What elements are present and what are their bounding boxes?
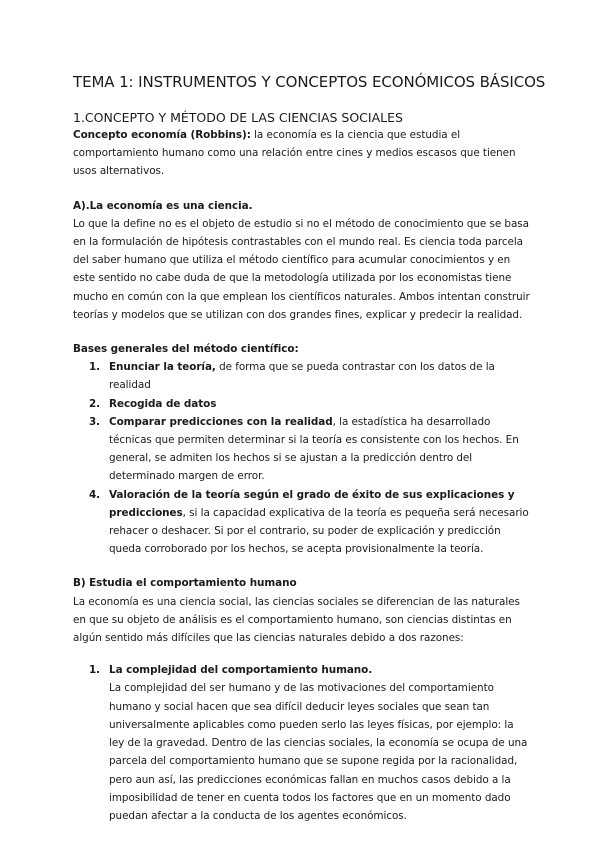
list-item: 1. Enunciar la teoría, de forma que se pueda contrastar con los datos de la realidad — [89, 361, 495, 392]
reasons-list — [73, 661, 531, 825]
part-a-paragraph: Lo que la define no es el objeto de estudio si no el método de conocimiento que se basa en la formulación de hipótesis contrastables con el mundo real. Es ciencia toda parcela del saber humano que utiliza el método científico para acumular conocimientos y en este sentido no cabe duda de que la metodología utilizada por los economistas tiene mucho en común con la que emplean los científicos naturales. Ambos intentan construir teorías y modelos que se utilizan con dos grandes fines, explicar y predecir la realidad. — [73, 217, 530, 321]
document-title: TEMA 1: INSTRUMENTOS Y CONCEPTOS ECONÓMICOS BÁSICOS — [73, 73, 546, 91]
reason-text: La complejidad del ser humano y de las motivaciones del comportamiento humano y social hacen que sea difícil deducir leyes sociales que sean tan universalmente aplicables como pueden serlo las leyes físicas, por ejemplo: la ley de la gravedad. Dentro de las ciencias sociales, la economía se ocupa de una parcela del comportamiento humano que se supone regida por la racionalidad, pero aun así, las predicciones económicas fallan en muchos casos debido a la imposibilidad de tener en cuenta todos los factores que en un momento dado puedan afectar a la conducta de los agentes económicos. — [109, 682, 528, 822]
concept-text: la economía es la ciencia que estudia el comportamiento humano como una relación entre cines y medios escasos que tienen usos alternativos. — [73, 129, 516, 178]
list-item: 4. Valoración de la teoría según el grado de éxito de sus explicaciones y predicciones, si la capacidad explicativa de la teoría es pequeña será necesario rehacer o deshacer. Si por el contrario, su poder de explicación y predicción queda corroborado por los hechos, se acepta provisionalmente la teoría. — [89, 488, 529, 556]
list-item: 3. Comparar predicciones con la realidad, la estadística ha desarrollado técnicas que permiten determinar si la teoría es consistente con los hechos. En general, se admiten los hechos si se ajustan a la predicción dentro del determinado margen de error. — [89, 415, 519, 483]
document-page — [73, 72, 546, 825]
section-heading: 1.CONCEPTO Y MÉTODO DE LAS CIENCIAS SOCIALES — [73, 110, 403, 125]
list-item: 1. La complejidad del comportamiento humano. La complejidad del ser humano y de las motivaciones del comportamiento humano y social hacen que sea difícil deducir leyes sociales que sean tan universalmente aplicables como pueden serlo las leyes físicas, por ejemplo: la ley de la gravedad. Dentro de las ciencias sociales, la economía se ocupa de una parcela del comportamiento humano que se supone regida por la racionalidad, pero aun así, las predicciones económicas fallan en muchos casos debido a la imposibilidad de tener en cuenta todos los factores que en un momento dado puedan afectar a la conducta de los agentes económicos. — [89, 664, 528, 822]
part-b-paragraph: La economía es una ciencia social, las ciencias sociales se diferencian de las naturales en que su objeto de análisis es el comportamiento humano, son ciencias distintas en algún sentido más difíciles que las ciencias naturales debido a dos razones: — [73, 595, 520, 645]
concept-paragraph — [73, 126, 531, 181]
part-b-heading: B) Estudia el comportamiento humano — [73, 577, 297, 590]
reason-title: La complejidad del comportamiento humano. — [109, 664, 373, 677]
part-a-heading: A).La economía es una ciencia. — [73, 199, 253, 212]
concept-label: Concepto economía (Robbins): — [73, 129, 251, 141]
method-steps-list — [73, 358, 531, 558]
bases-heading: Bases generales del método científico: — [73, 343, 299, 356]
list-item: 2. Recogida de datos — [89, 397, 217, 410]
